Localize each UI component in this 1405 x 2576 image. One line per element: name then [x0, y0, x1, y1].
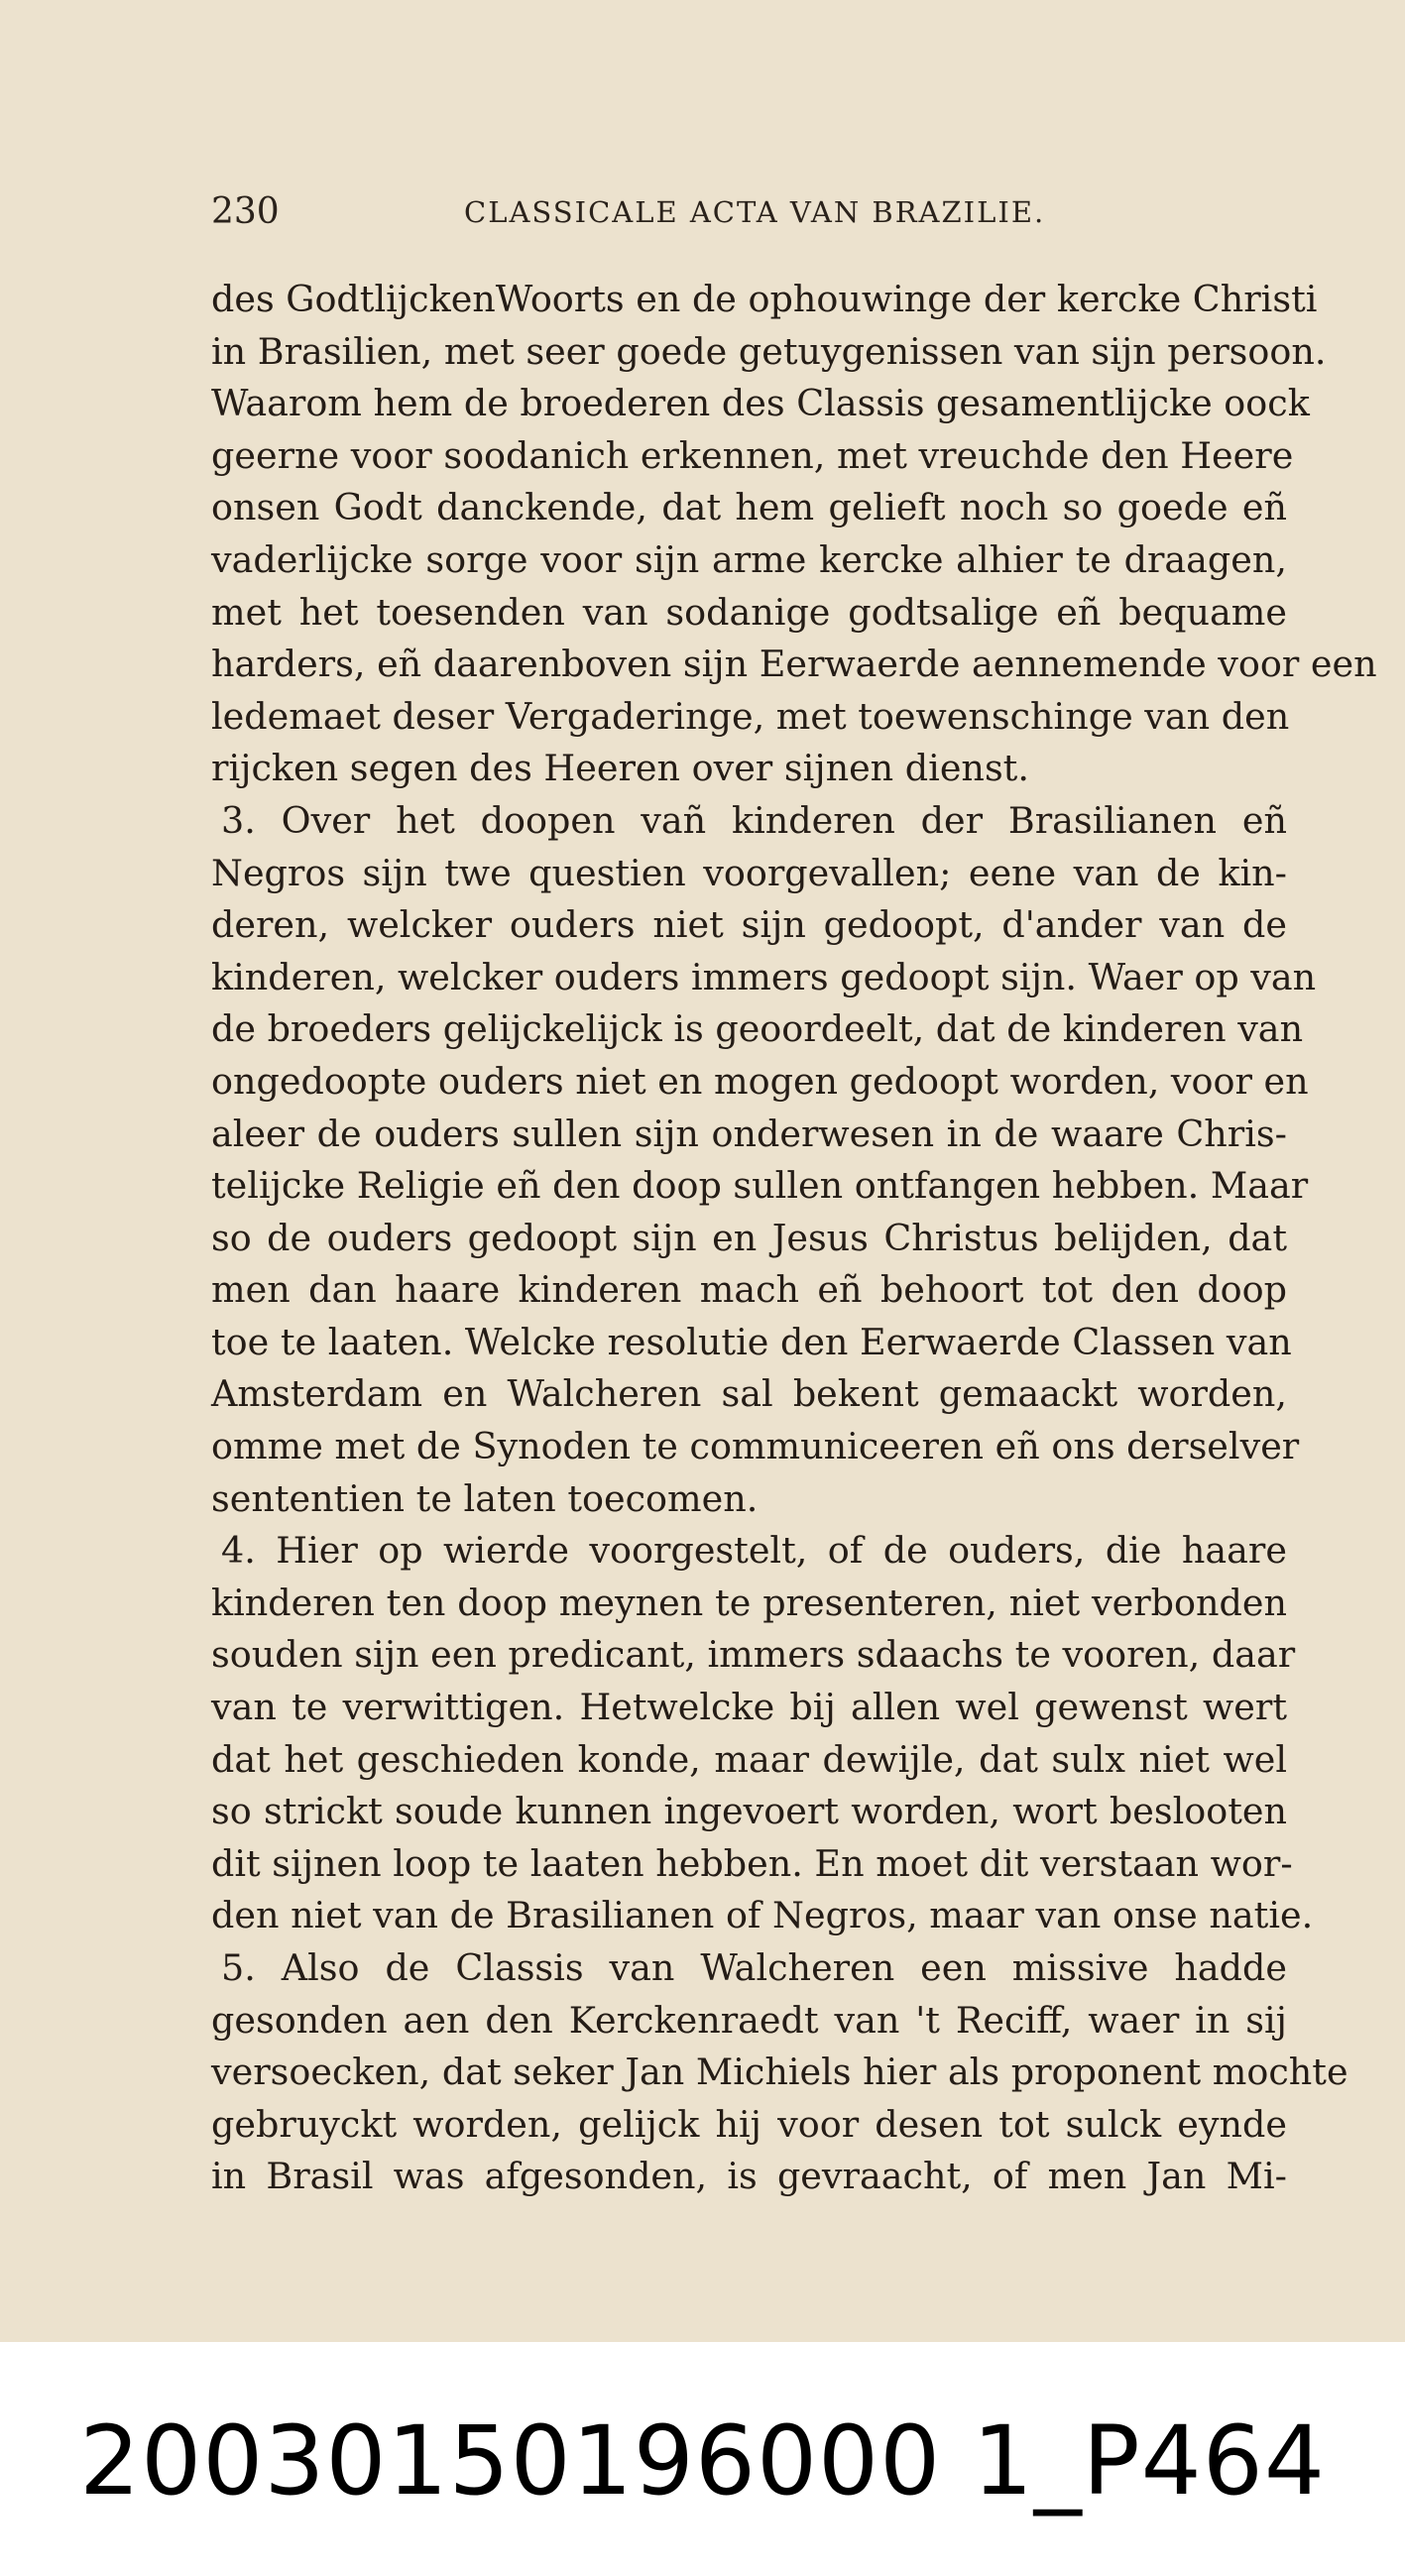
- text-line: geerne voor soodanich erkennen, met vreuchde den Heere: [211, 433, 1294, 477]
- text-line: so strickt soude kunnen ingevoert worden, wort beslooten: [211, 1790, 1287, 1833]
- text-line: 5. Also de Classis van Walcheren een missive hadde: [221, 1946, 1287, 1989]
- text-line: harders, eñ daarenboven sijn Eerwaerde aennemende voor een: [211, 643, 1377, 686]
- text-line: gebruyckt worden, gelijck hij voor desen tot sulck eynde: [211, 2102, 1287, 2146]
- text-line: aleer de ouders sullen sijn onderwesen in de waare Chris-: [211, 1112, 1287, 1155]
- text-line: Negros sijn twe questien voorgevallen; eene van de kin-: [211, 851, 1287, 894]
- text-line: Waarom hem de broederen des Classis gesamentlijcke oock: [211, 382, 1310, 425]
- text-line: Amsterdam en Walcheren sal bekent gemaackt worden,: [211, 1372, 1287, 1416]
- text-line: gesonden aen den Kerckenraedt van 't Reciff, waer in sij: [211, 1998, 1287, 2042]
- text-line: ledemaet deser Vergaderinge, met toewenschinge van den: [211, 694, 1290, 738]
- running-title: CLASSICALE ACTA VAN BRAZILIE.: [464, 195, 1046, 229]
- text-line: rijcken segen des Heeren over sijnen dienst.: [211, 747, 1029, 790]
- body-text: [211, 274, 1377, 2203]
- text-line: telijcke Religie eñ den doop sullen ontfangen hebben. Maar: [211, 1164, 1309, 1208]
- text-line: den niet van de Brasilianen of Negros, maar van onse natie.: [211, 1894, 1314, 1937]
- page-number: 230: [211, 191, 280, 232]
- text-line: de broeders gelijckelijck is geoordeelt, dat de kinderen van: [211, 1007, 1304, 1051]
- text-line: met het toesenden van sodanige godtsalige eñ bequame: [211, 590, 1287, 634]
- text-line: dat het geschieden konde, maar dewijle, dat sulx niet wel: [211, 1737, 1287, 1781]
- text-line: versoecken, dat seker Jan Michiels hier als proponent mochte: [211, 2050, 1348, 2094]
- text-line: ongedoopte ouders niet en mogen gedoopt worden, voor en: [211, 1059, 1309, 1103]
- footer: [0, 2342, 1405, 2576]
- text-line: omme met de Synoden te communiceeren eñ ons derselver: [211, 1425, 1300, 1468]
- text-line: kinderen ten doop meynen te presenteren, niet verbonden: [211, 1581, 1287, 1624]
- text-line: in Brasil was afgesonden, is gevraacht, of men Jan Mi-: [211, 2155, 1287, 2198]
- text-line: deren, welcker ouders niet sijn gedoopt, d'ander van de: [211, 903, 1287, 947]
- text-line: men dan haare kinderen mach eñ behoort tot den doop: [211, 1268, 1287, 1312]
- text-line: souden sijn een predicant, immers sdaachs te vooren, daar: [211, 1633, 1296, 1677]
- barcode-label: 20030150196000 1_P464: [79, 2405, 1326, 2517]
- text-line: dit sijnen loop te laaten hebben. En moet dit verstaan wor-: [211, 1841, 1293, 1885]
- text-line: toe te laaten. Welcke resolutie den Eerwaerde Classen van: [211, 1320, 1292, 1363]
- text-line: in Brasilien, met seer goede getuygenissen van sijn persoon.: [211, 329, 1327, 373]
- text-line: des GodtlijckenWoorts en de ophouwinge der kercke Christi: [211, 278, 1318, 320]
- text-line: 4. Hier op wierde voorgestelt, of de ouders, die haare: [221, 1529, 1287, 1573]
- page-header: [211, 191, 1287, 241]
- text-line: van te verwittigen. Hetwelcke bij allen wel gewenst wert: [211, 1686, 1287, 1729]
- text-line: 3. Over het doopen vañ kinderen der Brasilianen eñ: [221, 798, 1287, 842]
- text-line: onsen Godt danckende, dat hem gelieft noch so goede eñ: [211, 486, 1287, 529]
- text-line: so de ouders gedoopt sijn en Jesus Christus belijden, dat: [211, 1216, 1287, 1259]
- text-line: sententien te laten toecomen.: [211, 1476, 759, 1520]
- text-line: vaderlijcke sorge voor sijn arme kercke alhier te draagen,: [211, 537, 1287, 581]
- text-line: kinderen, welcker ouders immers gedoopt sijn. Waer op van: [211, 955, 1317, 998]
